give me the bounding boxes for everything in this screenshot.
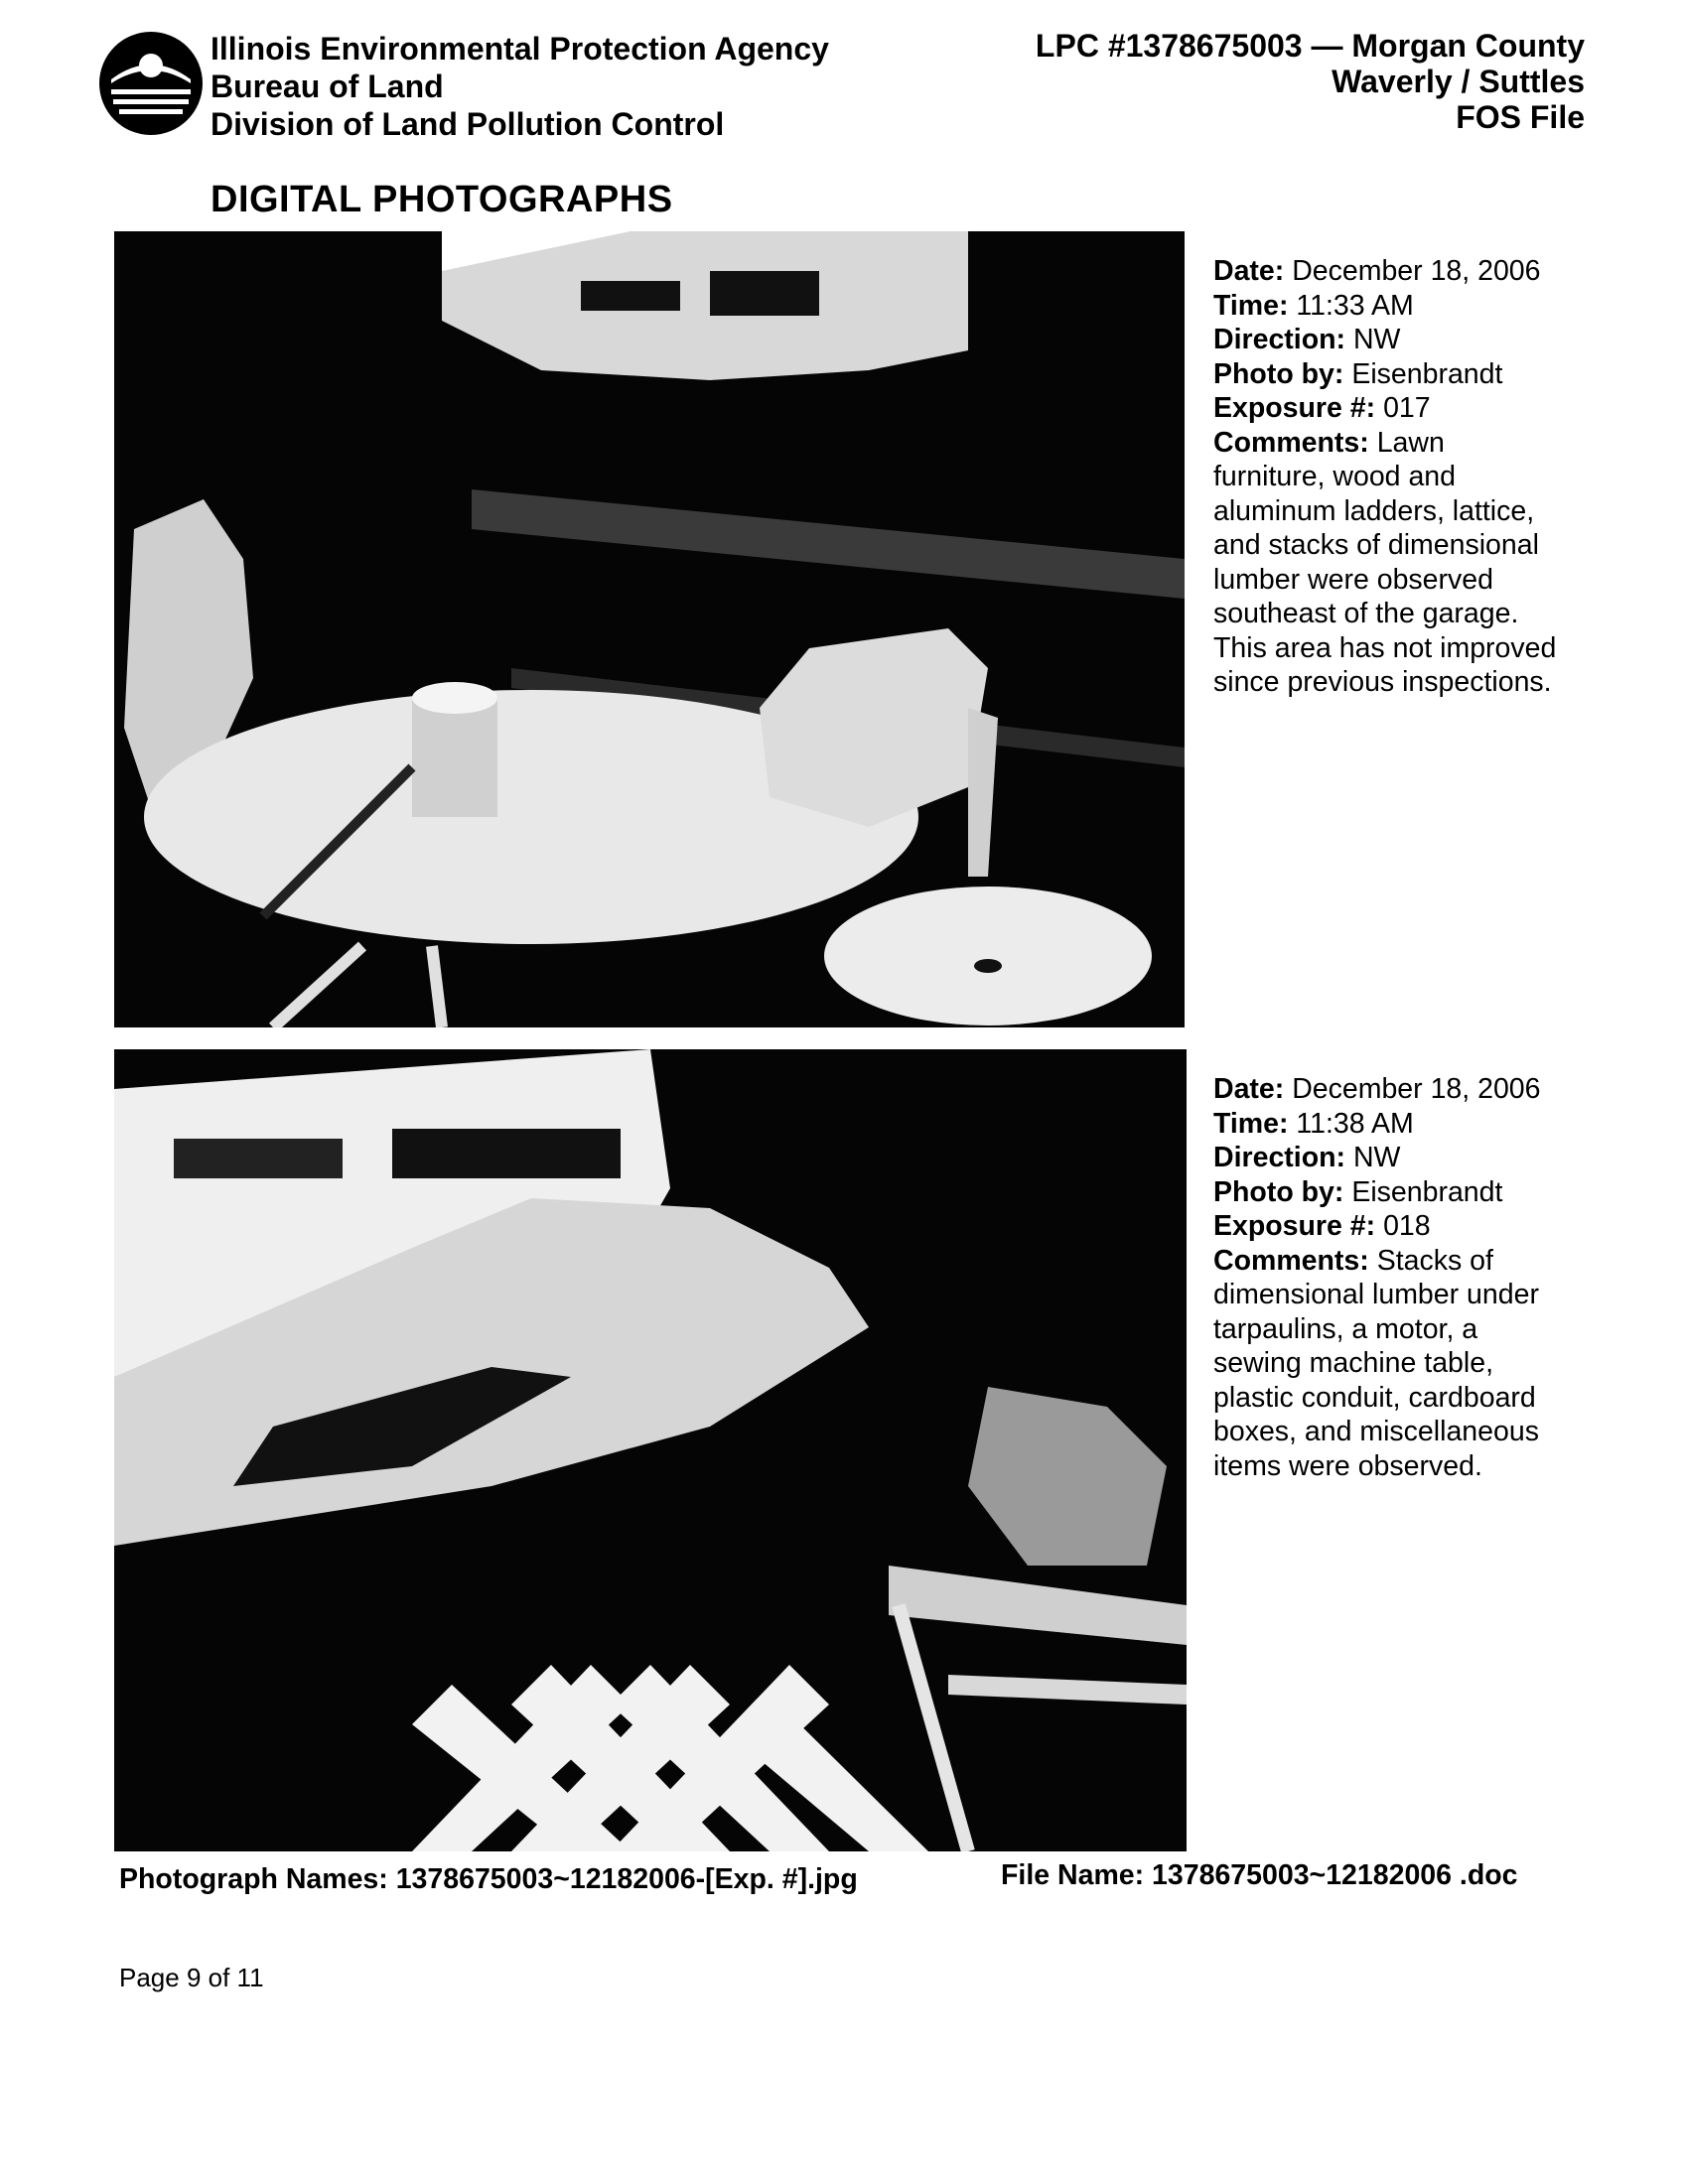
section-title: DIGITAL PHOTOGRAPHS [210,179,673,220]
photo-2-image [114,1049,1187,1851]
division-name: Division of Land Pollution Control [210,106,725,142]
photo-1-photographer: Photo by: Eisenbrandt [1213,357,1503,390]
page-number: Page 9 of 11 [119,1963,264,1992]
photo-1-time: Time: 11:33 AM [1213,289,1414,322]
photo-1-exposure: Exposure #: 017 [1213,392,1431,424]
photo-2-time: Time: 11:38 AM [1213,1107,1414,1140]
agency-block [210,30,829,143]
photo-1-image [114,231,1185,1027]
agency-logo-icon [97,30,205,137]
photo-2-exposure: Exposure #: 018 [1213,1210,1431,1242]
photograph-1 [114,231,1185,1027]
photo-2-direction: Direction: NW [1213,1142,1401,1173]
file-name: File Name: 1378675003~12182006 .doc [1001,1859,1518,1891]
photograph-2 [114,1049,1187,1851]
site-id-block [949,28,1585,135]
lpc-number: LPC #1378675003 — Morgan County [1035,28,1585,64]
photo-1-direction: Direction: NW [1213,324,1401,355]
photo-2-photographer: Photo by: Eisenbrandt [1213,1175,1503,1208]
site-name: Waverly / Suttles [1332,64,1585,99]
photo-1-caption [1213,254,1561,700]
agency-name: Illinois Environmental Protection Agency [210,31,829,67]
file-type: FOS File [1456,99,1585,135]
photograph-names: Photograph Names: 1378675003~12182006-[Exp. #].jpg [119,1863,858,1895]
photo-1-comments: Comments: Lawn furniture, wood and aluminum ladders, lattice, and stacks of dimensional lumber were observed southeast of the garage. This area has not improved since previous inspections. [1213,426,1557,698]
photo-1-date: Date: December 18, 2006 [1213,255,1541,287]
photo-2-date: Date: December 18, 2006 [1213,1073,1541,1105]
photo-2-comments: Comments: Stacks of dimensional lumber under tarpaulins, a motor, a sewing machine table, plastic conduit, cardboard boxes, and miscellaneous items were observed. [1213,1244,1539,1482]
bureau-name: Bureau of Land [210,68,444,104]
photo-2-caption [1213,1072,1561,1483]
